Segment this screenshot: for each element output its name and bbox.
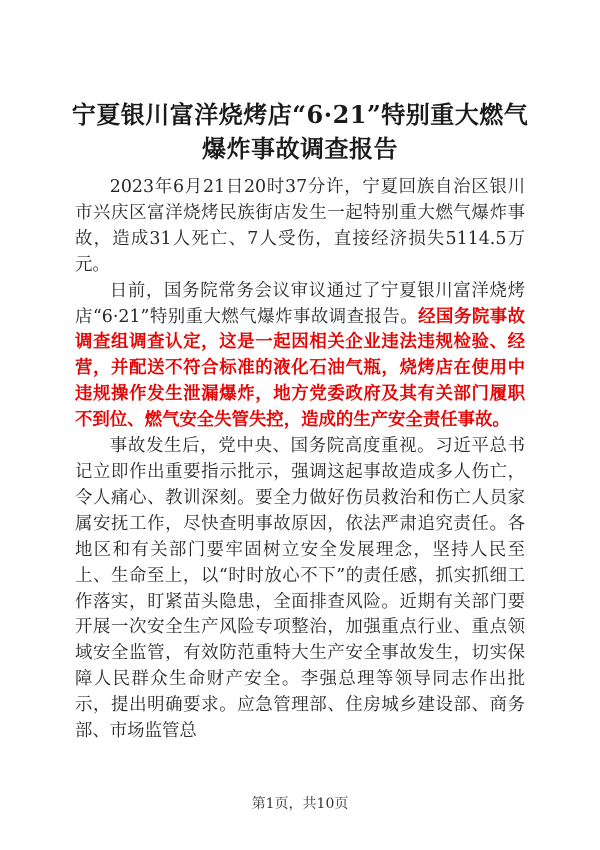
paragraph-central-response: 事故发生后，党中央、国务院高度重视。习近平总书记立即作出重要指示批示，强调这起事故造成多人伤亡，令人痛心、教训深刻。要全力做好伤员救治和伤亡人员家属安抚工作，尽快查明事故原因，依法严肃追究责任。各地区和有关部门要牢固树立安全发展理念，坚持人民至上、生命至上，以“时时放心不下”的责任感，抓实抓细工作落实，盯紧苗头隐患，全面排查风险。近期有关部门要开展一次安全生产风险专项整治，加强重点行业、重点领域安全监管，有效防范重特大生产安全事故发生，切实保障人民群众生命财产安全。李强总理等领导同志作出批示，提出明确要求。应急管理部、住房城乡建设部、商务部、市场监管总 [75,436,525,742]
paragraph-investigation-report [75,279,525,434]
document-title: 宁夏银川富洋烧烤店“6·21”特别重大燃气爆炸事故调查报告 [71,100,529,163]
paragraph-accident-summary: 2023年6月21日20时37分许，宁夏回族自治区银川市兴庆区富洋烧烤民族街店发生一起特别重大燃气爆炸事故，造成31人死亡、7人受伤，直接经济损失5114.5万元。 [75,177,525,275]
report-approval-text: 日前，国务院常务会议审议通过了宁夏银川富洋烧烤店“6·21”特别重大燃气爆炸事故调查报告。 [75,280,525,327]
document-body [75,175,525,745]
page-number-footer: 第1页，共10页 [251,796,349,812]
investigation-conclusion-highlight: 经国务院事故调查组调查认定，这是一起因相关企业违法违规检验、经营，并配送不符合标准的液化石油气瓶，烧烤店在使用中违规操作发生泄漏爆炸，地方党委政府及其有关部门履职不到位、燃气安全失管失控，造成的生产安全责任事故。 [75,306,525,431]
